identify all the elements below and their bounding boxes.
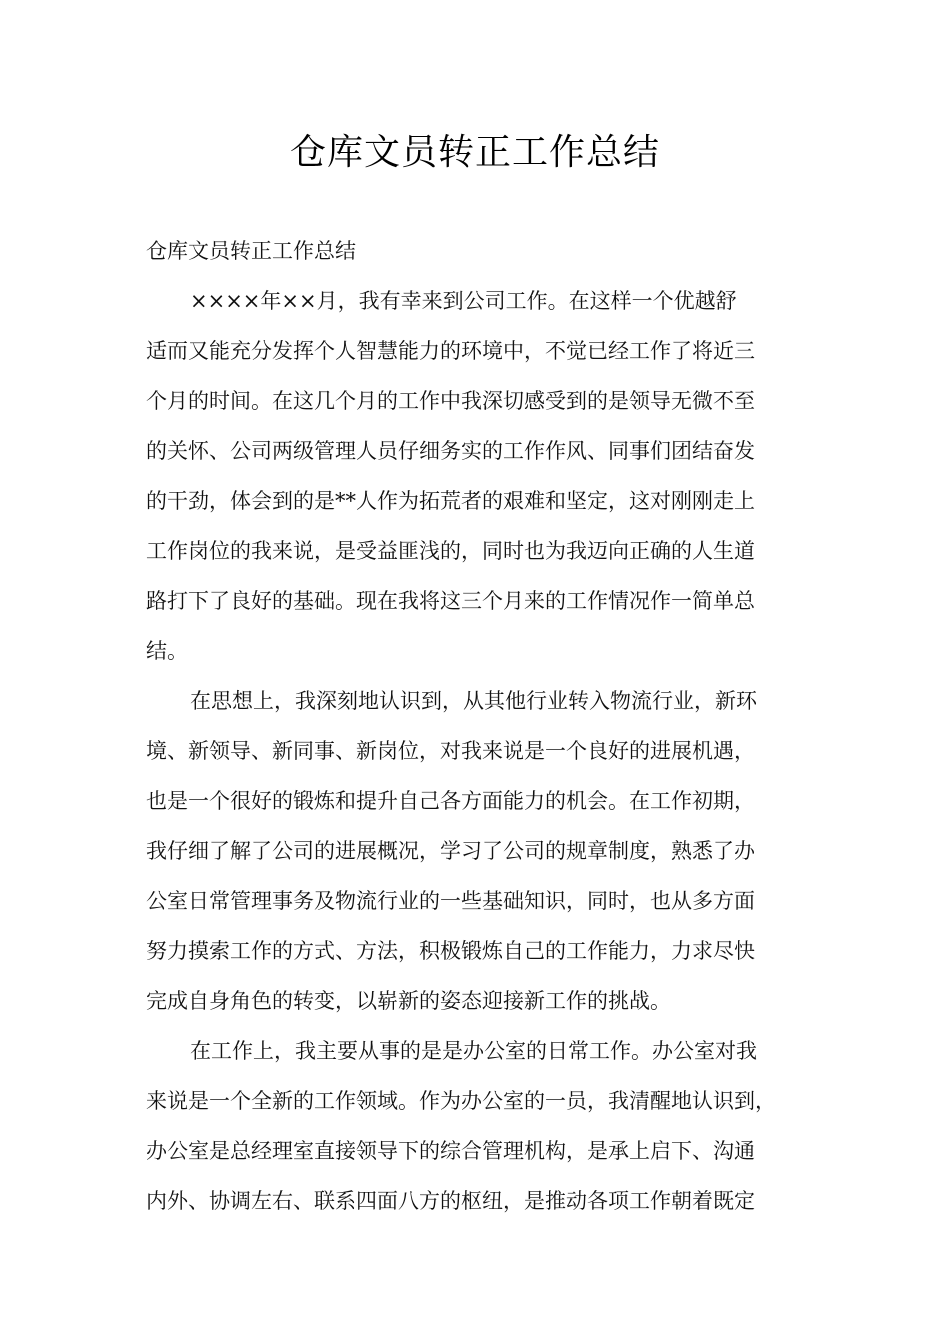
text-line: 的关怀、公司两级管理人员仔细务实的工作作风、同事们团结奋发 bbox=[146, 439, 755, 463]
text-line: 办公室是总经理室直接领导下的综合管理机构，是承上启下、沟通 bbox=[146, 1139, 755, 1163]
text-line: 个月的时间。在这几个月的工作中我深切感受到的是领导无微不至 bbox=[146, 389, 755, 413]
text-line: 努力摸索工作的方式、方法，积极锻炼自己的工作能力，力求尽快 bbox=[146, 939, 755, 963]
document-title: 仓库文员转正工作总结 bbox=[289, 132, 660, 173]
text-line: 的干劲，体会到的是**人作为拓荒者的艰难和坚定，这对刚刚走上 bbox=[146, 489, 755, 513]
text-line: 在工作上，我主要从事的是是办公室的日常工作。办公室对我 bbox=[190, 1039, 757, 1063]
text-line: 结。 bbox=[146, 639, 188, 663]
text-line: 仓库文员转正工作总结 bbox=[146, 239, 356, 263]
text-line: 路打下了良好的基础。现在我将这三个月来的工作情况作一简单总 bbox=[146, 589, 755, 613]
document-body bbox=[146, 226, 818, 1226]
text-line: ××××年××月，我有幸来到公司工作。在这样一个优越舒 bbox=[190, 289, 737, 313]
text-line: 公室日常管理事务及物流行业的一些基础知识，同时，也从多方面 bbox=[146, 889, 755, 913]
text-line: 境、新领导、新同事、新岗位，对我来说是一个良好的进展机遇， bbox=[146, 739, 755, 763]
text-line: 来说是一个全新的工作领域。作为办公室的一员，我清醒地认识到， bbox=[146, 1089, 776, 1113]
text-line: 适而又能充分发挥个人智慧能力的环境中，不觉已经工作了将近三 bbox=[146, 339, 755, 363]
text-line: 完成自身角色的转变，以崭新的姿态迎接新工作的挑战。 bbox=[146, 989, 671, 1013]
text-line: 也是一个很好的锻炼和提升自己各方面能力的机会。在工作初期， bbox=[146, 789, 755, 813]
text-line: 我仔细了解了公司的进展概况，学习了公司的规章制度，熟悉了办 bbox=[146, 839, 755, 863]
text-line: 在思想上，我深刻地认识到，从其他行业转入物流行业，新环 bbox=[190, 689, 757, 713]
text-line: 工作岗位的我来说，是受益匪浅的，同时也为我迈向正确的人生道 bbox=[146, 539, 755, 563]
text-line: 内外、协调左右、联系四面八方的枢纽，是推动各项工作朝着既定 bbox=[146, 1189, 755, 1213]
